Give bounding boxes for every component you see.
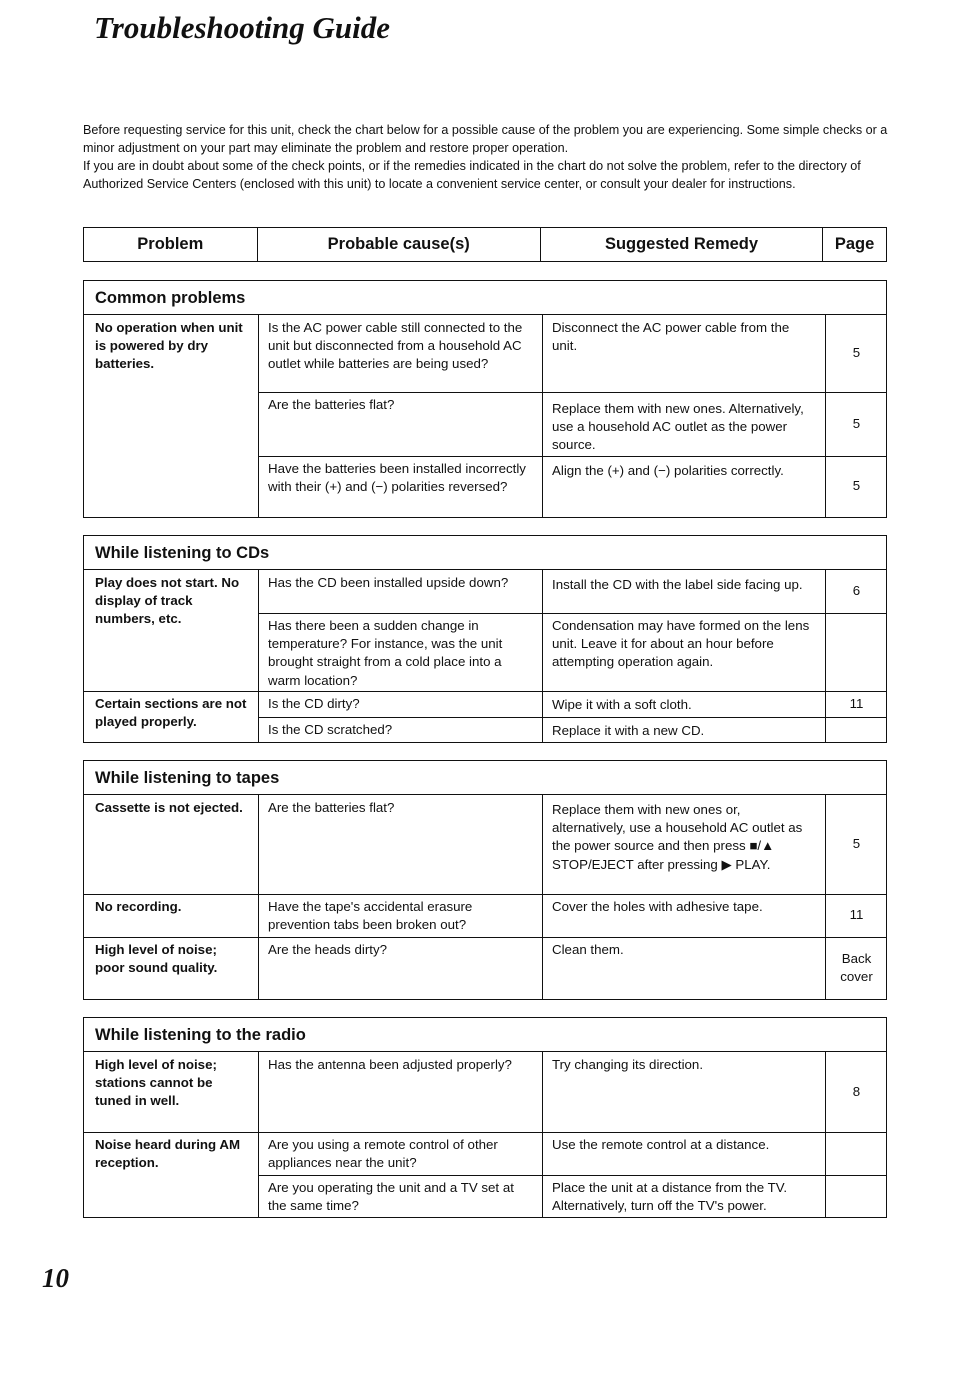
section-title: While listening to tapes xyxy=(84,761,886,795)
page-cell: 6 xyxy=(852,583,861,599)
table-header xyxy=(83,227,887,262)
cause-cell: Are the batteries flat? xyxy=(268,397,395,412)
intro-paragraph: If you are in doubt about some of the check points, or if the remedies indicated in the chart do not solve the problem, refer to the directory of Authorized Service Centers (enclosed with this unit) to locate a convenient service center, or consult your dealer for instructions. xyxy=(83,159,861,191)
remedy-cell: Disconnect the AC power cable from the unit. xyxy=(552,320,790,354)
section-tapes xyxy=(83,760,887,1000)
problem-cell: Play does not start. No display of track numbers, etc. xyxy=(95,575,240,627)
cause-cell: Is the AC power cable still connected to the unit but disconnected from a household AC outlet while batteries are being used? xyxy=(268,320,523,372)
remedy-cell: Cover the holes with adhesive tape. xyxy=(552,899,763,914)
problem-cell: Certain sections are not played properly. xyxy=(95,696,247,730)
section-title: While listening to CDs xyxy=(84,536,886,570)
problem-cell: Noise heard during AM reception. xyxy=(95,1137,241,1171)
remedy-cell: Install the CD with the label side facing up. xyxy=(552,577,803,592)
page-cell: 5 xyxy=(852,478,861,494)
problem-cell: Cassette is not ejected. xyxy=(95,800,243,815)
header-cause: Probable cause(s) xyxy=(258,228,541,261)
section-radio xyxy=(83,1017,887,1218)
cause-cell: Are the batteries flat? xyxy=(268,800,395,815)
page-cell xyxy=(825,717,888,742)
header-remedy: Suggested Remedy xyxy=(541,228,823,261)
page-number: 10 xyxy=(42,1263,69,1293)
page-cell: 5 xyxy=(852,836,861,852)
header-problem: Problem xyxy=(84,228,258,261)
page-cell: 11 xyxy=(849,695,864,711)
page-title: Troubleshooting Guide xyxy=(94,10,390,45)
page-cell: 11 xyxy=(849,907,864,923)
page-cell: 8 xyxy=(852,1083,861,1099)
section-common-problems xyxy=(83,280,887,518)
problem-cell: High level of noise; poor sound quality. xyxy=(95,942,218,976)
problem-cell: No recording. xyxy=(95,899,182,914)
page-cell: 5 xyxy=(852,345,861,361)
header-page: Page xyxy=(834,235,875,253)
remedy-cell: Try changing its direction. xyxy=(552,1057,704,1072)
remedy-cell: Condensation may have formed on the lens unit. Leave it for about an hour before attempting operation again. xyxy=(552,618,810,670)
page-cell xyxy=(825,1132,888,1175)
remedy-cell: Replace them with new ones. Alternatively, use a household AC outlet as the power source. xyxy=(552,401,804,453)
cause-cell: Is the CD scratched? xyxy=(268,722,393,737)
remedy-cell: Align the (+) and (−) polarities correctly. xyxy=(552,463,784,478)
cause-cell: Are you using a remote control of other appliances near the unit? xyxy=(268,1137,498,1171)
remedy-cell: Replace it with a new CD. xyxy=(552,723,705,738)
problem-cell: High level of noise; stations cannot be tuned in well. xyxy=(95,1057,217,1109)
cause-cell: Has the antenna been adjusted properly? xyxy=(268,1057,512,1072)
section-cds xyxy=(83,535,887,743)
remedy-cell: Use the remote control at a distance. xyxy=(552,1137,770,1152)
section-title: While listening to the radio xyxy=(84,1018,886,1052)
remedy-cell: Wipe it with a soft cloth. xyxy=(552,697,692,712)
page-cell: Back cover xyxy=(840,950,873,984)
page-cell: 5 xyxy=(852,415,861,431)
cause-cell: Has there been a sudden change in temperature? For instance, was the unit brought straight from a cold place into a warm location? xyxy=(268,618,503,688)
problem-cell: No operation when unit is powered by dry batteries. xyxy=(95,320,243,372)
section-title: Common problems xyxy=(84,281,886,315)
cause-cell: Has the CD been installed upside down? xyxy=(268,575,509,590)
cause-cell: Have the batteries been installed incorrectly with their (+) and (−) polarities reversed? xyxy=(268,461,526,495)
intro-paragraph: Before requesting service for this unit, check the chart below for a possible cause of the problem you are experiencing. Some simple checks or a minor adjustment on your part may eliminate the problem and restore proper operation. xyxy=(83,123,888,155)
cause-cell: Are the heads dirty? xyxy=(268,942,388,957)
cause-cell: Is the CD dirty? xyxy=(268,696,360,711)
cause-cell: Have the tape's accidental erasure prevention tabs been broken out? xyxy=(268,899,473,933)
page-cell xyxy=(825,1175,888,1217)
remedy-cell: Clean them. xyxy=(552,942,624,957)
cause-cell: Are you operating the unit and a TV set at the same time? xyxy=(268,1180,514,1214)
intro-text xyxy=(83,121,891,193)
page-cell xyxy=(825,613,888,691)
remedy-cell: Place the unit at a distance from the TV. Alternatively, turn off the TV's power. xyxy=(552,1180,788,1214)
remedy-cell: Replace them with new ones or, alternatively, use a household AC outlet as the power source and then press ■/▲ STOP/EJECT after pressing ▶ PLAY. xyxy=(552,802,803,872)
